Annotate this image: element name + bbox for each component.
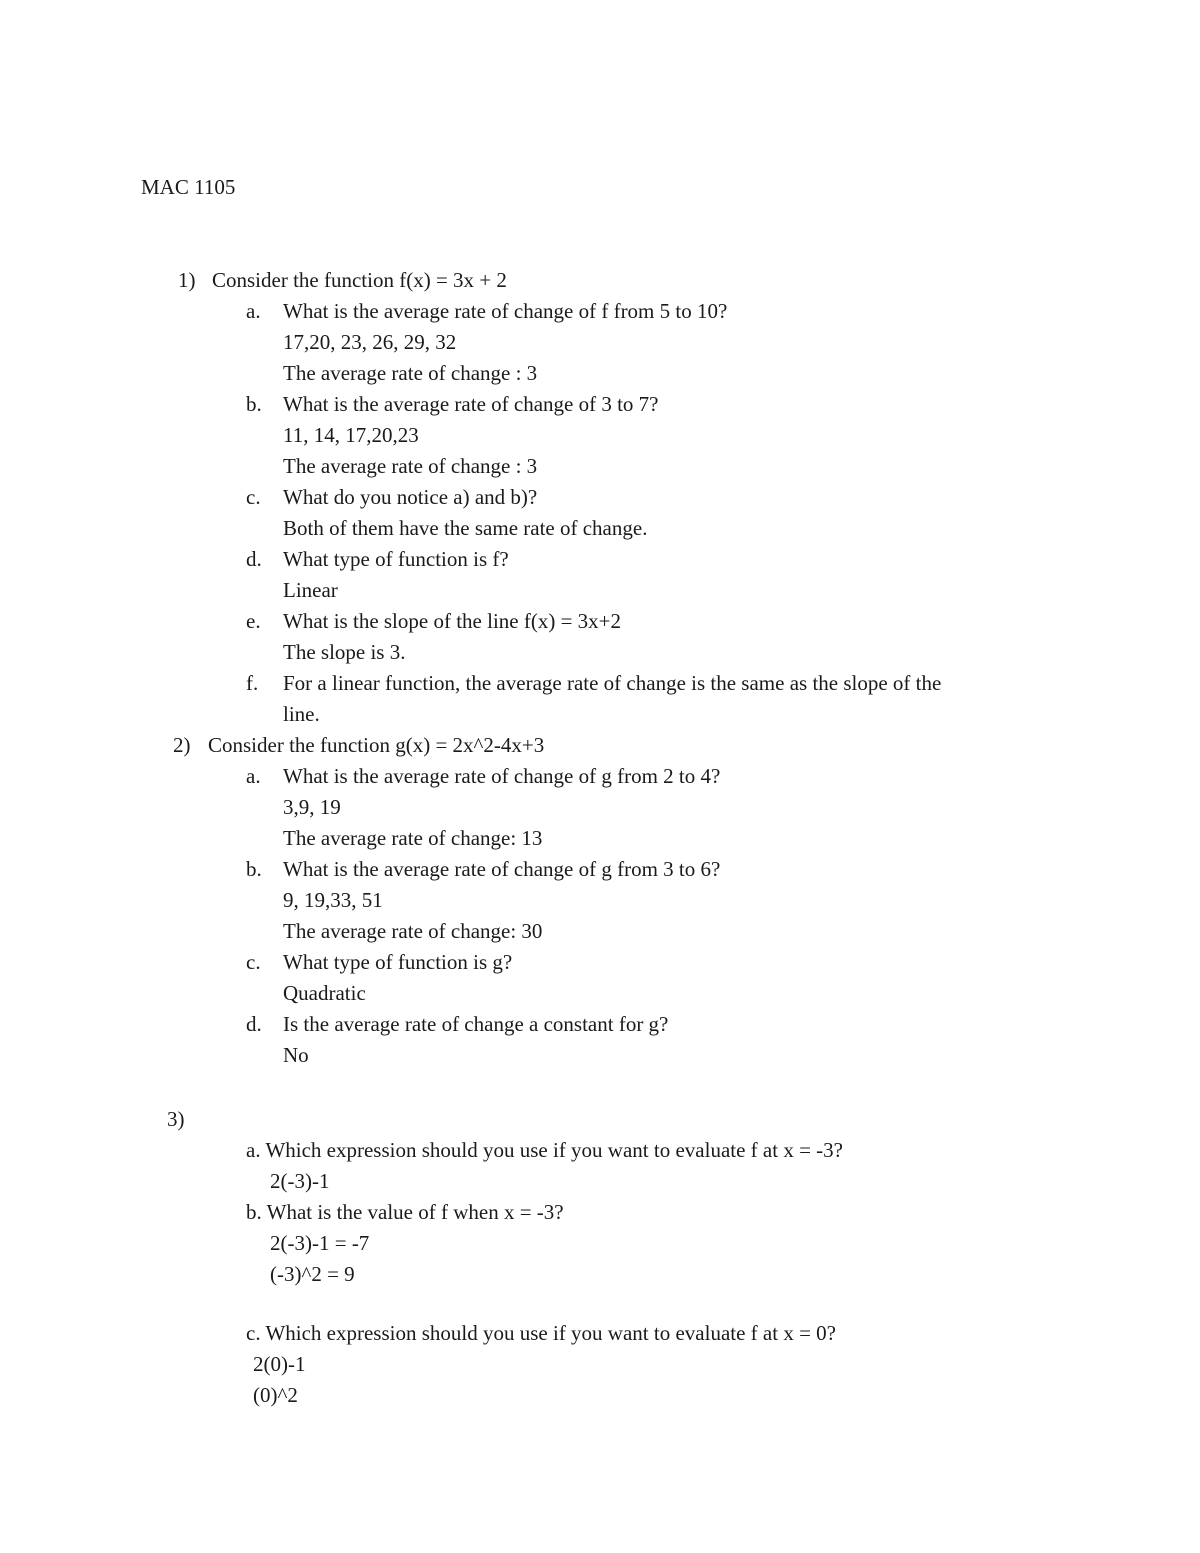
q2d-answer: No (283, 1043, 309, 1067)
q3c-question: c. Which expression should you use if you want to evaluate f at x = 0? (246, 1321, 836, 1345)
q1f-line2: line. (283, 702, 320, 726)
q3-number: 3) (167, 1107, 185, 1131)
q1d-question: What type of function is f? (283, 547, 509, 571)
q3c-work2: (0)^2 (253, 1383, 298, 1407)
q1e-answer: The slope is 3. (283, 640, 406, 664)
q1b-answer: The average rate of change : 3 (283, 454, 538, 478)
q2b-answer: The average rate of change: 30 (283, 919, 543, 943)
q2a-work: 3,9, 19 (283, 795, 341, 819)
q1-prompt: Consider the function f(x) = 3x + 2 (212, 268, 507, 292)
q2a-answer: The average rate of change: 13 (283, 826, 543, 850)
q1d-label: d. (246, 547, 262, 571)
q1e-label: e. (246, 609, 261, 633)
q1a-answer: The average rate of change : 3 (283, 361, 538, 385)
q3b-work1: 2(-3)-1 = -7 (270, 1231, 370, 1255)
q1e-question: What is the slope of the line f(x) = 3x+2 (283, 609, 622, 633)
q1b-question: What is the average rate of change of 3 to 7? (283, 392, 659, 416)
q2d-question: Is the average rate of change a constant for g? (283, 1012, 669, 1036)
q3a-work: 2(-3)-1 (270, 1169, 330, 1193)
q3b-question: b. What is the value of f when x = -3? (246, 1200, 564, 1224)
q2c-label: c. (246, 950, 261, 974)
q2b-question: What is the average rate of change of g from 3 to 6? (283, 857, 721, 881)
q2b-label: b. (246, 857, 262, 881)
q3c-work1: 2(0)-1 (253, 1352, 306, 1376)
q1-number: 1) (178, 268, 196, 292)
q1b-work: 11, 14, 17,20,23 (283, 423, 419, 447)
q1c-label: c. (246, 485, 261, 509)
q1a-work: 17,20, 23, 26, 29, 32 (283, 330, 457, 354)
q3b-work2: (-3)^2 = 9 (270, 1262, 355, 1286)
q2c-answer: Quadratic (283, 981, 366, 1005)
q2b-work: 9, 19,33, 51 (283, 888, 383, 912)
q1a-label: a. (246, 299, 261, 323)
q2d-label: d. (246, 1012, 262, 1036)
q2-prompt: Consider the function g(x) = 2x^2-4x+3 (208, 733, 545, 757)
q1d-answer: Linear (283, 578, 338, 602)
q1b-label: b. (246, 392, 262, 416)
q2c-question: What type of function is g? (283, 950, 513, 974)
q3a-question: a. Which expression should you use if you want to evaluate f at x = -3? (246, 1138, 843, 1162)
course-heading: MAC 1105 (141, 175, 236, 199)
q2a-label: a. (246, 764, 261, 788)
q1a-question: What is the average rate of change of f from 5 to 10? (283, 299, 728, 323)
q1c-answer: Both of them have the same rate of change. (283, 516, 648, 540)
q2-number: 2) (173, 733, 191, 757)
q1f-line1: For a linear function, the average rate of change is the same as the slope of the (283, 671, 942, 695)
q1f-label: f. (246, 671, 259, 695)
q1c-question: What do you notice a) and b)? (283, 485, 538, 509)
q2a-question: What is the average rate of change of g from 2 to 4? (283, 764, 721, 788)
